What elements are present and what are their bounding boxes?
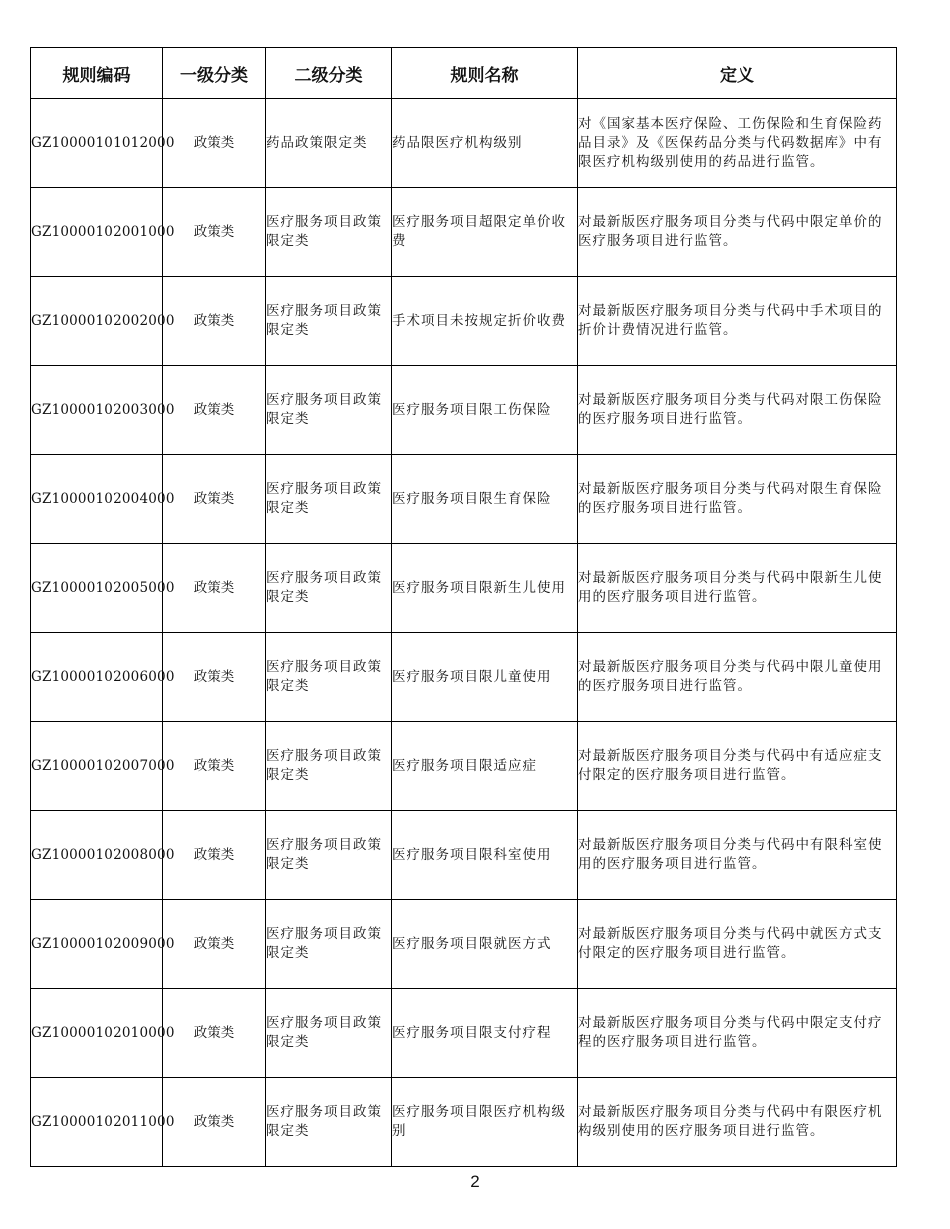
cell-rule-name: 医疗服务项目限支付疗程 [392, 989, 578, 1078]
table-row [31, 900, 897, 989]
cell-rule-name: 医疗服务项目限新生儿使用 [392, 544, 578, 633]
cell-primary-category: 政策类 [163, 722, 266, 811]
cell-rule-name: 医疗服务项目超限定单价收费 [392, 188, 578, 277]
cell-rule-name: 医疗服务项目限科室使用 [392, 811, 578, 900]
cell-secondary-category: 医疗服务项目政策限定类 [266, 811, 392, 900]
cell-secondary-category: 药品政策限定类 [266, 99, 392, 188]
cell-secondary-category: 医疗服务项目政策限定类 [266, 1078, 392, 1167]
cell-rule-code: GZ10000102010000 [31, 989, 163, 1078]
cell-definition: 对最新版医疗服务项目分类与代码中限新生儿使用的医疗服务项目进行监管。 [578, 544, 897, 633]
cell-rule-name: 医疗服务项目限儿童使用 [392, 633, 578, 722]
cell-definition: 对最新版医疗服务项目分类与代码中限定支付疗程的医疗服务项目进行监管。 [578, 989, 897, 1078]
cell-primary-category: 政策类 [163, 633, 266, 722]
header-secondary-category: 二级分类 [266, 48, 392, 99]
cell-secondary-category: 医疗服务项目政策限定类 [266, 633, 392, 722]
cell-rule-code: GZ10000102003000 [31, 366, 163, 455]
cell-rule-name: 医疗服务项目限就医方式 [392, 900, 578, 989]
table-row [31, 366, 897, 455]
cell-secondary-category: 医疗服务项目政策限定类 [266, 366, 392, 455]
cell-definition: 对最新版医疗服务项目分类与代码中限定单价的医疗服务项目进行监管。 [578, 188, 897, 277]
header-definition: 定义 [578, 48, 897, 99]
table-body [31, 99, 897, 1167]
cell-secondary-category: 医疗服务项目政策限定类 [266, 544, 392, 633]
table-row [31, 633, 897, 722]
cell-primary-category: 政策类 [163, 455, 266, 544]
cell-definition: 对最新版医疗服务项目分类与代码对限工伤保险的医疗服务项目进行监管。 [578, 366, 897, 455]
cell-rule-code: GZ10000102009000 [31, 900, 163, 989]
cell-secondary-category: 医疗服务项目政策限定类 [266, 722, 392, 811]
cell-rule-code: GZ10000102005000 [31, 544, 163, 633]
cell-rule-code: GZ10000101012000 [31, 99, 163, 188]
table-row [31, 277, 897, 366]
cell-rule-code: GZ10000102007000 [31, 722, 163, 811]
cell-rule-code: GZ10000102011000 [31, 1078, 163, 1167]
cell-secondary-category: 医疗服务项目政策限定类 [266, 277, 392, 366]
cell-rule-name: 手术项目未按规定折价收费 [392, 277, 578, 366]
table-row [31, 188, 897, 277]
table-row [31, 455, 897, 544]
table-row [31, 99, 897, 188]
cell-secondary-category: 医疗服务项目政策限定类 [266, 989, 392, 1078]
cell-secondary-category: 医疗服务项目政策限定类 [266, 455, 392, 544]
header-primary-category: 一级分类 [163, 48, 266, 99]
cell-rule-name: 药品限医疗机构级别 [392, 99, 578, 188]
cell-rule-code: GZ10000102006000 [31, 633, 163, 722]
cell-rule-code: GZ10000102008000 [31, 811, 163, 900]
table-row [31, 722, 897, 811]
cell-primary-category: 政策类 [163, 989, 266, 1078]
cell-secondary-category: 医疗服务项目政策限定类 [266, 900, 392, 989]
cell-definition: 对最新版医疗服务项目分类与代码对限生育保险的医疗服务项目进行监管。 [578, 455, 897, 544]
table-row [31, 811, 897, 900]
cell-rule-name: 医疗服务项目限工伤保险 [392, 366, 578, 455]
header-rule-name: 规则名称 [392, 48, 578, 99]
cell-secondary-category: 医疗服务项目政策限定类 [266, 188, 392, 277]
cell-rule-code: GZ10000102002000 [31, 277, 163, 366]
cell-rule-name: 医疗服务项目限生育保险 [392, 455, 578, 544]
cell-definition: 对最新版医疗服务项目分类与代码中有适应症支付限定的医疗服务项目进行监管。 [578, 722, 897, 811]
cell-definition: 对最新版医疗服务项目分类与代码中就医方式支付限定的医疗服务项目进行监管。 [578, 900, 897, 989]
cell-definition: 对最新版医疗服务项目分类与代码中有限科室使用的医疗服务项目进行监管。 [578, 811, 897, 900]
rules-table [30, 47, 897, 1167]
cell-primary-category: 政策类 [163, 188, 266, 277]
table-row [31, 1078, 897, 1167]
cell-definition: 对最新版医疗服务项目分类与代码中手术项目的折价计费情况进行监管。 [578, 277, 897, 366]
cell-definition: 对最新版医疗服务项目分类与代码中限儿童使用的医疗服务项目进行监管。 [578, 633, 897, 722]
page-number: 2 [470, 1172, 480, 1191]
cell-rule-name: 医疗服务项目限医疗机构级别 [392, 1078, 578, 1167]
cell-definition: 对最新版医疗服务项目分类与代码中有限医疗机构级别使用的医疗服务项目进行监管。 [578, 1078, 897, 1167]
cell-definition: 对《国家基本医疗保险、工伤保险和生育保险药品目录》及《医保药品分类与代码数据库》中有限医疗机构级别使用的药品进行监管。 [578, 99, 897, 188]
cell-primary-category: 政策类 [163, 366, 266, 455]
cell-primary-category: 政策类 [163, 99, 266, 188]
table-row [31, 989, 897, 1078]
cell-primary-category: 政策类 [163, 900, 266, 989]
cell-primary-category: 政策类 [163, 277, 266, 366]
table-header-row [31, 48, 897, 99]
cell-primary-category: 政策类 [163, 544, 266, 633]
cell-primary-category: 政策类 [163, 1078, 266, 1167]
cell-rule-name: 医疗服务项目限适应症 [392, 722, 578, 811]
table-row [31, 544, 897, 633]
header-rule-code: 规则编码 [31, 48, 163, 99]
cell-primary-category: 政策类 [163, 811, 266, 900]
cell-rule-code: GZ10000102004000 [31, 455, 163, 544]
cell-rule-code: GZ10000102001000 [31, 188, 163, 277]
